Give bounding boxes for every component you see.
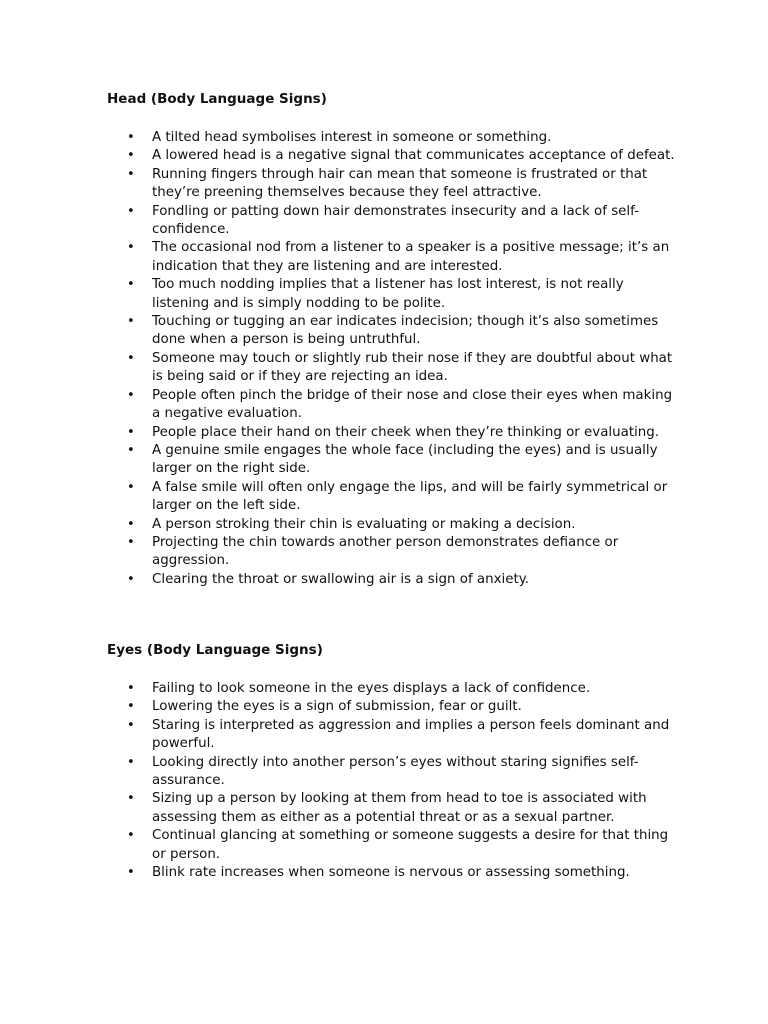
list-item-text: A genuine smile engages the whole face (including the eyes) and is usually larger on the right side. bbox=[152, 442, 658, 477]
list-item-text: Running fingers through hair can mean that someone is frustrated or that they’re preening themselves because they feel attractive. bbox=[152, 166, 648, 201]
list-item bbox=[107, 203, 677, 240]
section-heading: Head (Body Language Signs) bbox=[107, 91, 327, 107]
list-item-text: Projecting the chin towards another person demonstrates defiance or aggression. bbox=[152, 534, 619, 569]
bullet-icon: • bbox=[127, 571, 135, 587]
list-item-text: The occasional nod from a listener to a speaker is a positive message; it’s an indication that they are listening and are interested. bbox=[152, 240, 670, 274]
list-item bbox=[107, 754, 677, 791]
list-item bbox=[107, 864, 677, 882]
bullet-icon: • bbox=[127, 479, 135, 495]
list-item-text: A lowered head is a negative signal that communicates acceptance of defeat. bbox=[152, 148, 675, 164]
bullet-icon: • bbox=[127, 681, 135, 696]
bullet-icon: • bbox=[127, 350, 135, 366]
bullet-icon: • bbox=[127, 442, 135, 458]
bullet-icon: • bbox=[127, 717, 135, 733]
section-head bbox=[107, 90, 677, 589]
bullet-icon: • bbox=[127, 130, 135, 145]
list-item bbox=[107, 239, 677, 276]
list-item-text: A person stroking their chin is evaluating or making a decision. bbox=[152, 516, 576, 532]
list-item-text: People often pinch the bridge of their nose and close their eyes when making a negative evaluation. bbox=[152, 387, 673, 422]
list-item bbox=[107, 276, 677, 313]
bullet-icon: • bbox=[127, 791, 135, 807]
bullet-icon: • bbox=[127, 166, 135, 182]
list-item-text: People place their hand on their cheek when they’re thinking or evaluating. bbox=[152, 424, 660, 440]
list-item bbox=[107, 147, 677, 165]
bullet-icon: • bbox=[127, 516, 135, 532]
bullet-icon: • bbox=[127, 203, 135, 219]
list-item bbox=[107, 479, 677, 516]
list-item bbox=[107, 534, 677, 571]
bullet-list bbox=[107, 680, 677, 882]
list-item-text: Looking directly into another person’s eyes without staring signifies self-assurance. bbox=[152, 754, 639, 789]
list-item bbox=[107, 827, 677, 864]
list-item bbox=[107, 350, 677, 387]
list-item-text: Continual glancing at something or someone suggests a desire for that thing or person. bbox=[152, 828, 669, 862]
bullet-icon: • bbox=[127, 148, 135, 164]
list-item bbox=[107, 790, 677, 827]
bullet-icon: • bbox=[127, 865, 135, 881]
list-item bbox=[107, 516, 677, 534]
bullet-icon: • bbox=[127, 699, 135, 715]
list-item-text: Sizing up a person by looking at them from head to toe is associated with assessing them as either as a potential threat or as a sexual partner. bbox=[152, 791, 647, 825]
list-item bbox=[107, 571, 677, 589]
list-item bbox=[107, 698, 677, 716]
bullet-icon: • bbox=[127, 424, 135, 440]
bullet-icon: • bbox=[127, 754, 135, 770]
list-item-text: Fondling or patting down hair demonstrates insecurity and a lack of self-confidence. bbox=[152, 203, 639, 238]
bullet-icon: • bbox=[127, 828, 135, 844]
list-item bbox=[107, 680, 677, 698]
list-item-text: Blink rate increases when someone is nervous or assessing something. bbox=[152, 865, 630, 881]
list-item-text: Someone may touch or slightly rub their nose if they are doubtful about what is being said or if they are rejecting an idea. bbox=[152, 350, 673, 385]
list-item-text: A tilted head symbolises interest in someone or something. bbox=[152, 130, 552, 145]
bullet-icon: • bbox=[127, 240, 135, 256]
list-item-text: Lowering the eyes is a sign of submission, fear or guilt. bbox=[152, 699, 522, 715]
section-eyes bbox=[107, 641, 677, 882]
bullet-list bbox=[107, 129, 677, 589]
list-item bbox=[107, 313, 677, 350]
bullet-icon: • bbox=[127, 314, 135, 330]
list-item-text: Too much nodding implies that a listener has lost interest, is not really listening and is simply nodding to be polite. bbox=[152, 277, 624, 311]
bullet-icon: • bbox=[127, 387, 135, 403]
list-item bbox=[107, 424, 677, 442]
list-item-text: A false smile will often only engage the lips, and will be fairly symmetrical or larger on the left side. bbox=[152, 479, 668, 514]
list-item-text: Clearing the throat or swallowing air is a sign of anxiety. bbox=[152, 571, 530, 587]
list-item bbox=[107, 717, 677, 754]
list-item-text: Failing to look someone in the eyes displays a lack of confidence. bbox=[152, 681, 591, 696]
list-item bbox=[107, 166, 677, 203]
bullet-icon: • bbox=[127, 277, 135, 293]
list-item bbox=[107, 129, 677, 147]
list-item bbox=[107, 442, 677, 479]
bullet-icon: • bbox=[127, 534, 135, 550]
list-item-text: Touching or tugging an ear indicates indecision; though it’s also sometimes done when a person is being untruthful. bbox=[152, 314, 659, 348]
list-item bbox=[107, 387, 677, 424]
section-heading: Eyes (Body Language Signs) bbox=[107, 642, 323, 658]
list-item-text: Staring is interpreted as aggression and implies a person feels dominant and powerful. bbox=[152, 717, 670, 752]
